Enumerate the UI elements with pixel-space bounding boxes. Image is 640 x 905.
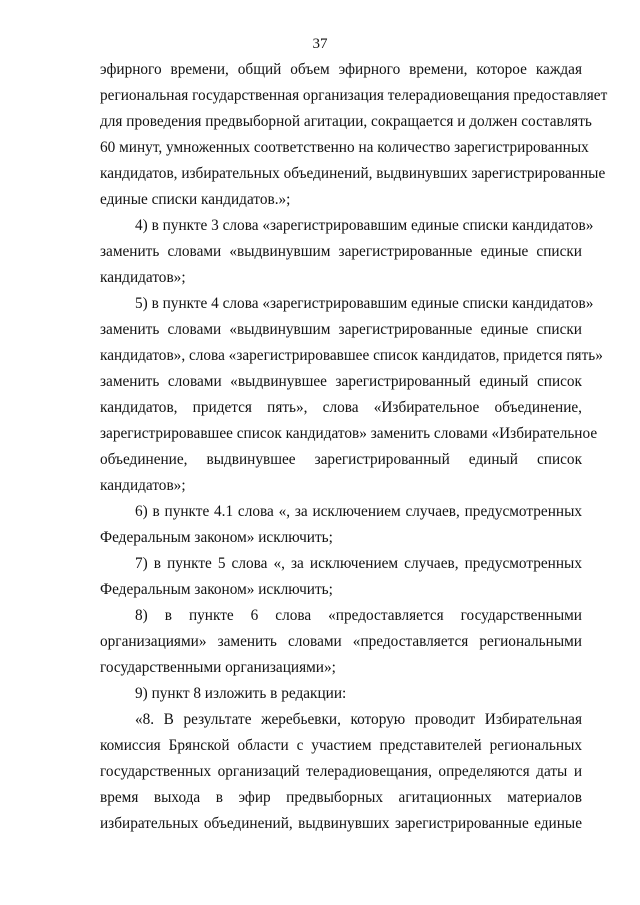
text-line: единые списки кандидатов.»;	[100, 191, 291, 208]
text-line: 6) в пункте 4.1 слова «, за исключением случаев, предусмотренных	[135, 503, 582, 520]
text-line: эфирного времени, общий объем эфирного времени, которое каждая	[100, 61, 582, 78]
text-line: Федеральным законом» исключить;	[100, 581, 333, 598]
text-line: региональная государственная организация телерадиовещания предоставляет	[100, 87, 608, 104]
text-line: 7) в пункте 5 слова «, за исключением случаев, предусмотренных	[135, 555, 582, 572]
text-line: заменить словами «выдвинувшим зарегистрированные единые списки	[100, 243, 582, 260]
text-line: 8) в пункте 6 слова «предоставляется государственными	[135, 607, 582, 624]
text-line: государственными организациями»;	[100, 659, 336, 676]
text-line: время выхода в эфир предвыборных агитационных материалов	[100, 789, 582, 806]
text-line: для проведения предвыборной агитации, сокращается и должен составлять	[100, 113, 592, 130]
text-line: организациями» заменить словами «предоставляется региональными	[100, 633, 582, 650]
text-line: 4) в пункте 3 слова «зарегистрировавшим единые списки кандидатов»	[135, 217, 594, 234]
text-line: комиссия Брянской области с участием представителей региональных	[100, 737, 582, 754]
page-number: 37	[312, 36, 328, 52]
text-line: государственных организаций телерадиовещания, определяются даты и	[100, 763, 582, 780]
text-line: 9) пункт 8 изложить в редакции:	[135, 685, 347, 702]
text-line: кандидатов, придется пять», слова «Избирательное объединение,	[100, 399, 582, 416]
text-line: заменить словами «выдвинувшее зарегистрированный единый список	[100, 373, 582, 390]
text-line: Федеральным законом» исключить;	[100, 529, 333, 546]
text-line: кандидатов», слова «зарегистрировавшее список кандидатов, придется пять»	[100, 347, 603, 364]
text-line: заменить словами «выдвинувшим зарегистрированные единые списки	[100, 321, 582, 338]
text-line: объединение, выдвинувшее зарегистрированный единый список	[100, 451, 582, 468]
text-line: избирательных объединений, выдвинувших зарегистрированные единые	[100, 815, 582, 832]
text-line: зарегистрировавшее список кандидатов» заменить словами «Избирательное	[100, 425, 598, 442]
text-line: кандидатов»;	[100, 477, 186, 494]
text-line: кандидатов»;	[100, 269, 186, 286]
text-line: «8. В результате жеребьевки, которую проводит Избирательная	[135, 711, 582, 728]
text-line: 5) в пункте 4 слова «зарегистрировавшим единые списки кандидатов»	[135, 295, 594, 312]
text-line: кандидатов, избирательных объединений, выдвинувших зарегистрированные	[100, 165, 606, 182]
text-line: 60 минут, умноженных соответственно на количество зарегистрированных	[100, 139, 589, 156]
